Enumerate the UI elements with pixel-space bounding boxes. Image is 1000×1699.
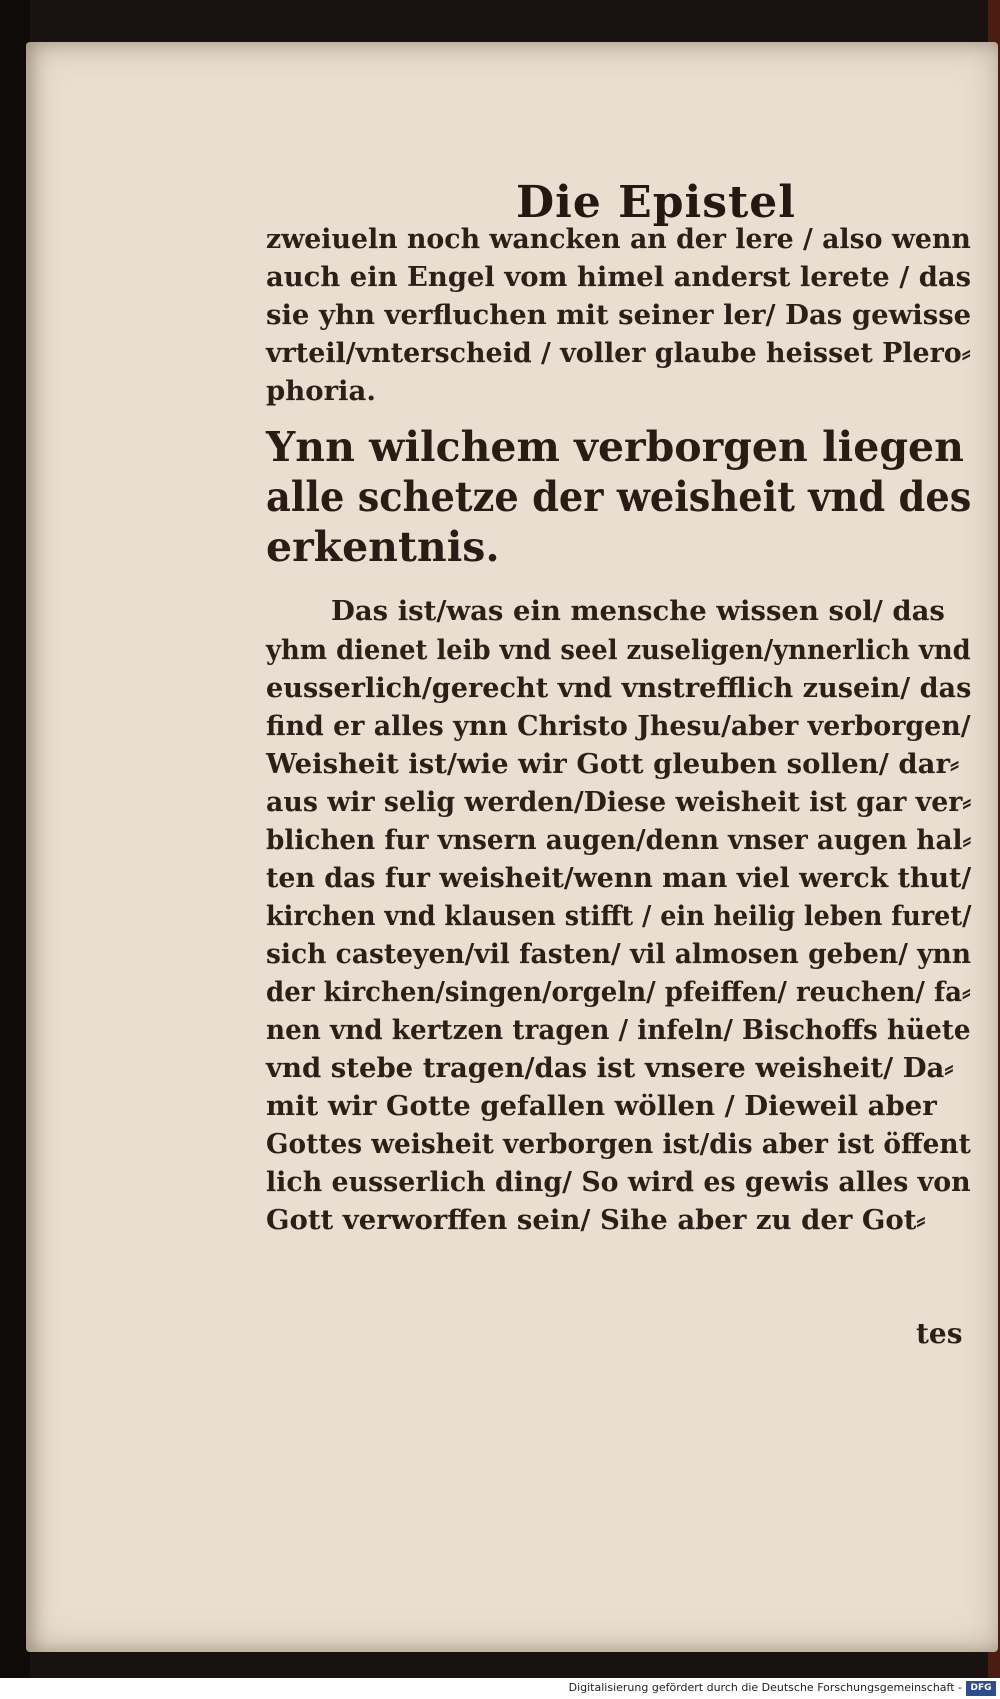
section-heading-line: erkentnis. [266, 523, 500, 571]
dfg-logo-icon: DFG [966, 1681, 996, 1696]
text-line: Weisheit ist/wie wir Gott gleuben sollen/ dar⸗ [266, 748, 960, 780]
text-line: zweiueln noch wancken an der lere / also wenn [266, 223, 971, 255]
running-head: Die Epistel [516, 177, 797, 228]
text-line: ten das fur weisheit/wenn man viel werck thut/ [266, 862, 972, 894]
text-line: eusserlich/gerecht vnd vnstrefflich zusein/ das [266, 672, 972, 704]
text-line: nen vnd kertzen tragen / infeln/ Bischoffs hüete [266, 1014, 971, 1046]
footer-credit-text: Digitalisierung gefördert durch die Deutsche Forschungsgemeinschaft - [568, 1681, 962, 1694]
text-line: blichen fur vnsern augen/denn vnser augen hal⸗ [266, 824, 972, 856]
digitization-footer [0, 1678, 1000, 1699]
text-line: sich casteyen/vil fasten/ vil almosen geben/ ynn [266, 938, 972, 970]
catchword: tes [916, 1317, 963, 1350]
text-line: sie yhn verfluchen mit seiner ler/ Das gewisse [266, 299, 972, 331]
text-line: lich eusserlich ding/ So wird es gewis alles von [266, 1166, 971, 1198]
text-line: yhm dienet leib vnd seel zuseligen/ynnerlich vnd [266, 634, 971, 666]
section-heading-line: alle schetze der weisheit vnd des [266, 473, 972, 521]
text-line: kirchen vnd klausen stifft / ein heilig leben furet/ [266, 900, 972, 932]
text-line: Gottes weisheit verborgen ist/dis aber ist öffent [266, 1128, 971, 1160]
book-page [26, 42, 998, 1652]
text-line: phoria. [266, 375, 376, 407]
text-line: Das ist/was ein mensche wissen sol/ das [331, 595, 945, 627]
text-line: find er alles ynn Christo Jhesu/aber verborgen/ [266, 710, 971, 742]
text-line: der kirchen/singen/orgeln/ pfeiffen/ reuchen/ fa⸗ [266, 976, 971, 1008]
section-heading-line: Ynn wilchem verborgen liegen [266, 423, 964, 471]
text-line: vnd stebe tragen/das ist vnsere weisheit/ Da⸗ [266, 1052, 954, 1084]
text-line: Gott verworffen sein/ Sihe aber zu der Got⸗ [266, 1204, 926, 1236]
text-line: vrteil/vnterscheid / voller glaube heisset Plero⸗ [266, 337, 971, 369]
text-line: mit wir Gotte gefallen wöllen / Dieweil aber [266, 1090, 937, 1122]
text-line: auch ein Engel vom himel anderst lerete / das [266, 261, 972, 293]
text-line: aus wir selig werden/Diese weisheit ist gar ver⸗ [266, 786, 972, 818]
